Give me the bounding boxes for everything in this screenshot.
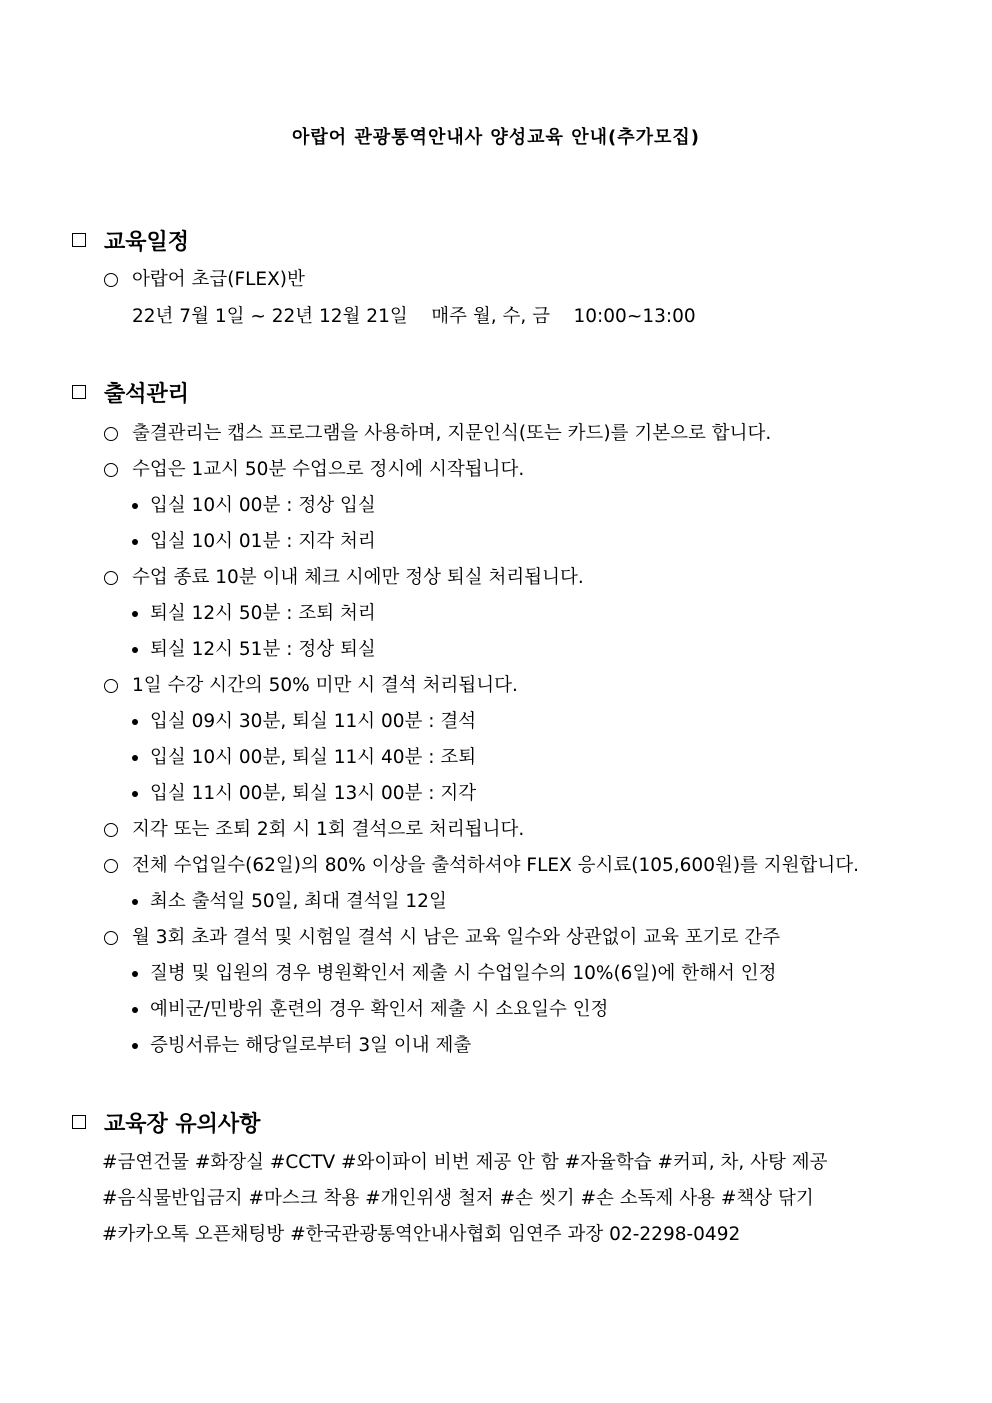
dot-bullet-icon (132, 539, 138, 545)
notes-line (102, 1184, 814, 1214)
schedule-detail-text: 22년 7월 1일 ~ 22년 12월 21일 매주 월, 수, 금 10:00~13:00 (132, 306, 696, 327)
dot-bullet-icon (132, 647, 138, 653)
sub-list-item-text: 퇴실 12시 50분 : 조퇴 처리 (150, 603, 376, 624)
dot-bullet-icon (132, 791, 138, 797)
sub-list-item (132, 527, 376, 557)
notes-line (102, 1220, 740, 1250)
dot-bullet-icon (132, 899, 138, 905)
list-item (104, 923, 780, 953)
list-item-text: 월 3회 초과 결석 및 시험일 결석 시 남은 교육 일수와 상관없이 교육 포기로 간주 (132, 927, 781, 948)
notes-line (102, 1148, 828, 1178)
list-item (104, 265, 305, 295)
sub-list-item-text: 증빙서류는 해당일로부터 3일 이내 제출 (150, 1035, 472, 1056)
section-heading-label: 출석관리 (104, 381, 190, 407)
circle-bullet-icon (104, 427, 118, 441)
sub-list-item (132, 887, 447, 917)
sub-list-item-text: 입실 10시 00분, 퇴실 11시 40분 : 조퇴 (150, 747, 477, 768)
sub-list-item (132, 1031, 471, 1061)
dot-bullet-icon (132, 719, 138, 725)
sub-list-item (132, 995, 608, 1025)
circle-bullet-icon (104, 463, 118, 477)
list-item-text: 지각 또는 조퇴 2회 시 1회 결석으로 처리됩니다. (132, 819, 525, 840)
dot-bullet-icon (132, 755, 138, 761)
list-item (104, 671, 518, 701)
list-item (104, 851, 859, 881)
circle-bullet-icon (104, 679, 118, 693)
sub-list-item (132, 707, 476, 737)
sub-list-item-text: 예비군/민방위 훈련의 경우 확인서 제출 시 소요일수 인정 (150, 999, 609, 1020)
sub-list-item (132, 779, 476, 809)
section-heading-notes (72, 1104, 260, 1140)
schedule-detail (132, 302, 696, 332)
circle-bullet-icon (104, 823, 118, 837)
section-heading-attendance (72, 374, 189, 410)
list-item-text: 1일 수강 시간의 50% 미만 시 결석 처리됩니다. (132, 675, 518, 696)
dot-bullet-icon (132, 1043, 138, 1049)
section-heading-schedule (72, 222, 189, 258)
list-item (104, 419, 771, 449)
dot-bullet-icon (132, 971, 138, 977)
sub-list-item-text: 입실 11시 00분, 퇴실 13시 00분 : 지각 (150, 783, 477, 804)
notes-line-text: #금연건물 #화장실 #CCTV #와이파이 비번 제공 안 함 #자율학습 #커피, 차, 사탕 제공 (102, 1152, 828, 1173)
circle-bullet-icon (104, 273, 118, 287)
list-item-text: 수업은 1교시 50분 수업으로 정시에 시작됩니다. (132, 459, 525, 480)
checkbox-square-icon (72, 1115, 86, 1129)
notes-line-text: #음식물반입금지 #마스크 착용 #개인위생 철저 #손 씻기 #손 소독제 사용 #책상 닦기 (102, 1188, 814, 1209)
dot-bullet-icon (132, 503, 138, 509)
list-item-text: 출결관리는 캡스 프로그램을 사용하며, 지문인식(또는 카드)를 기본으로 합니다. (132, 423, 772, 444)
sub-list-item-text: 입실 09시 30분, 퇴실 11시 00분 : 결석 (150, 711, 477, 732)
course-name: 아랍어 초급(FLEX)반 (132, 269, 305, 290)
list-item (104, 815, 524, 845)
list-item-text: 전체 수업일수(62일)의 80% 이상을 출석하셔야 FLEX 응시료(105,600원)를 지원합니다. (132, 855, 860, 876)
list-item (104, 563, 584, 593)
sub-list-item-text: 최소 출석일 50일, 최대 결석일 12일 (150, 891, 447, 912)
sub-list-item-text: 입실 10시 00분 : 정상 입실 (150, 495, 376, 516)
document-title: 아랍어 관광통역안내사 양성교육 안내(추가모집) (291, 127, 700, 148)
section-heading-label: 교육장 유의사항 (104, 1111, 261, 1137)
list-item (104, 455, 524, 485)
sub-list-item (132, 635, 376, 665)
checkbox-square-icon (72, 233, 86, 247)
sub-list-item (132, 959, 777, 989)
sub-list-item-text: 입실 10시 01분 : 지각 처리 (150, 531, 376, 552)
circle-bullet-icon (104, 859, 118, 873)
notes-line-text: #카카오톡 오픈채팅방 #한국관광통역안내사협회 임연주 과장 02-2298-0492 (102, 1224, 741, 1245)
dot-bullet-icon (132, 1007, 138, 1013)
section-heading-label: 교육일정 (104, 229, 190, 255)
list-item-text: 수업 종료 10분 이내 체크 시에만 정상 퇴실 처리됩니다. (132, 567, 584, 588)
dot-bullet-icon (132, 611, 138, 617)
sub-list-item-text: 질병 및 입원의 경우 병원확인서 제출 시 수업일수의 10%(6일)에 한해서 인정 (150, 963, 777, 984)
circle-bullet-icon (104, 571, 118, 585)
sub-list-item (132, 491, 376, 521)
sub-list-item-text: 퇴실 12시 51분 : 정상 퇴실 (150, 639, 376, 660)
circle-bullet-icon (104, 931, 118, 945)
checkbox-square-icon (72, 385, 86, 399)
sub-list-item (132, 743, 476, 773)
sub-list-item (132, 599, 376, 629)
